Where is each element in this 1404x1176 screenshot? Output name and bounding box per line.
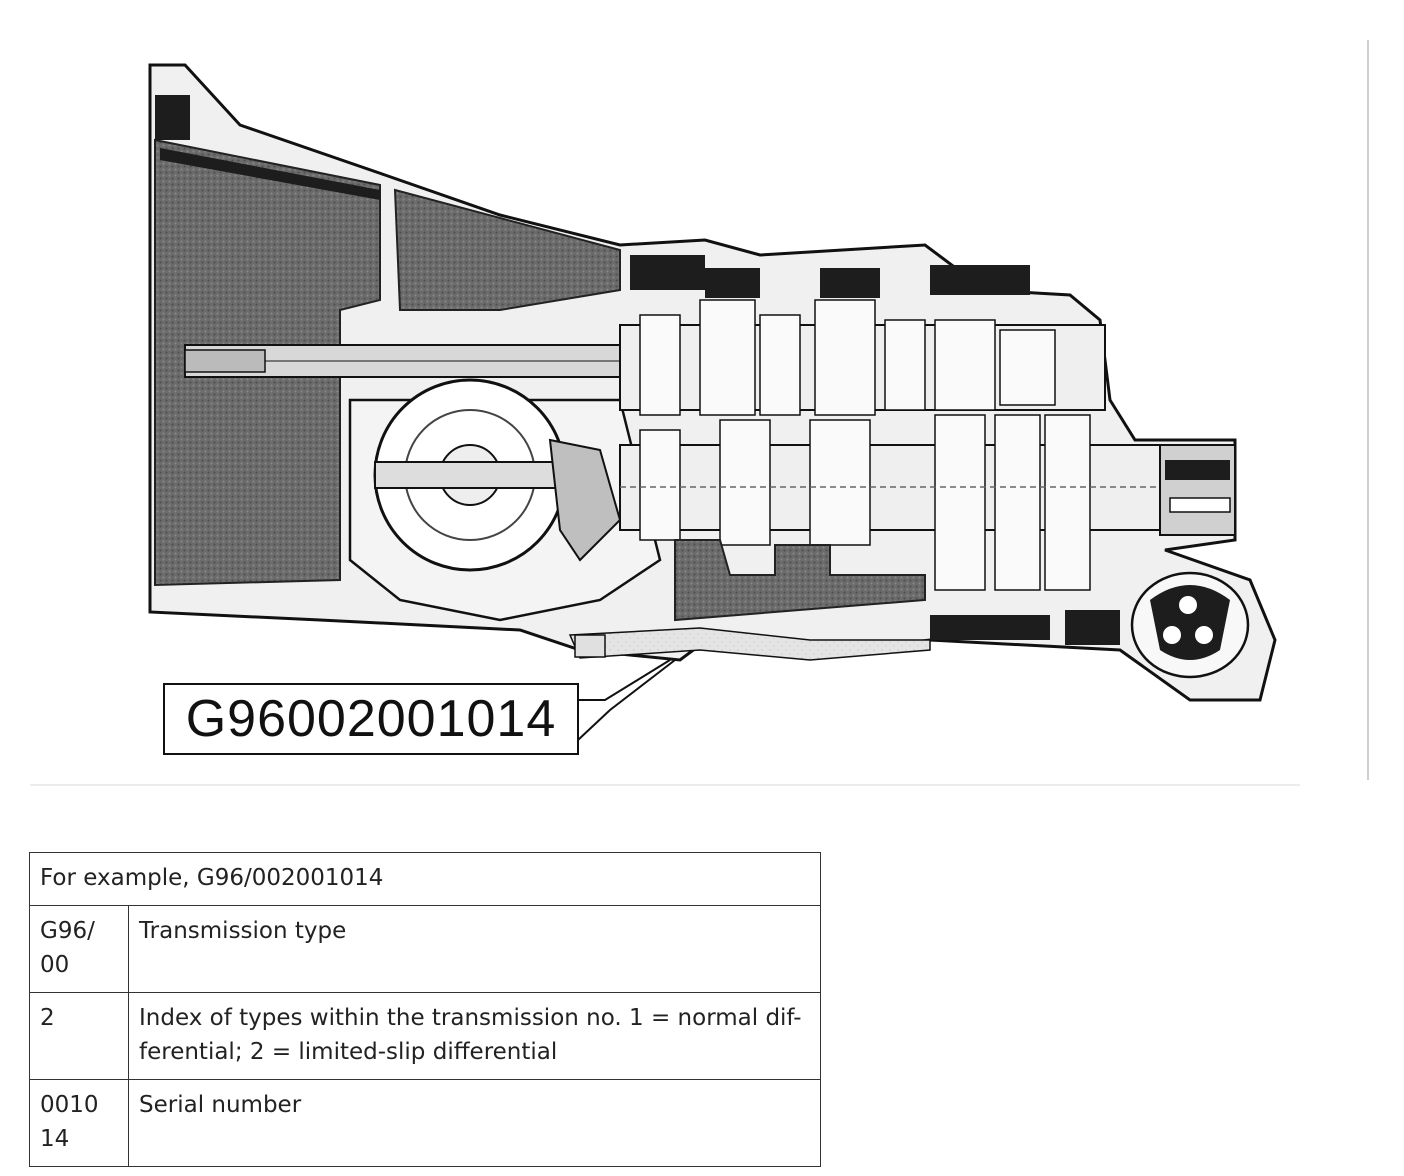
callout-leader-line bbox=[578, 660, 670, 700]
row-description: Index of types within the transmission no. 1 = normal dif-ferential; 2 = limited-slip differential bbox=[129, 993, 821, 1080]
part-number-label: G96002001014 bbox=[185, 690, 557, 748]
row-description: Transmission type bbox=[129, 906, 821, 993]
table-row bbox=[30, 1080, 821, 1167]
part-number-callout bbox=[163, 683, 579, 755]
rear-output-housing bbox=[1160, 445, 1235, 535]
row-code: 0010 14 bbox=[30, 1080, 129, 1167]
table-row bbox=[30, 993, 821, 1080]
transmission-number-table bbox=[29, 852, 821, 1167]
row-code: 2 bbox=[30, 993, 129, 1080]
table-row bbox=[30, 906, 821, 993]
row-description: Serial number bbox=[129, 1080, 821, 1167]
table-header-row bbox=[30, 853, 821, 906]
table-header: For example, G96/002001014 bbox=[30, 853, 821, 906]
row-code: G96/ 00 bbox=[30, 906, 129, 993]
